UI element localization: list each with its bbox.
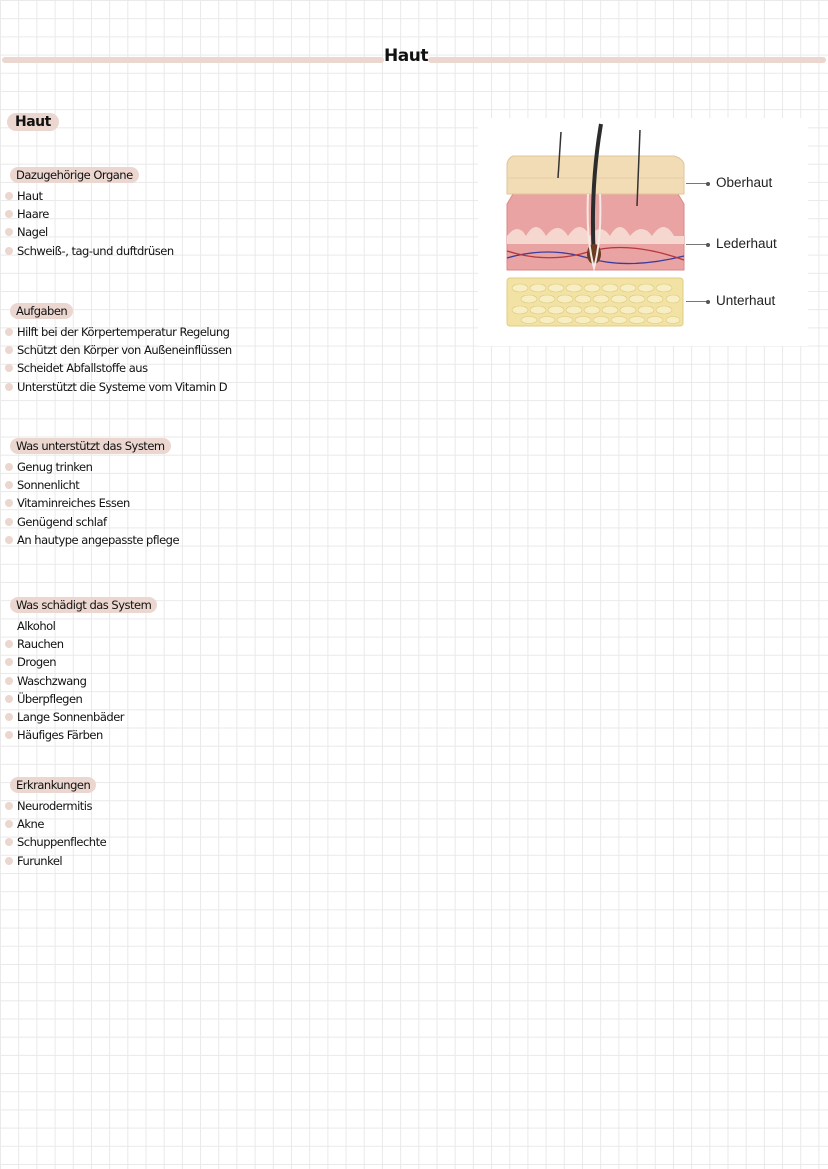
list-item: Furunkel xyxy=(0,852,106,870)
bullet-dot-icon xyxy=(5,192,13,200)
bullet-dot-icon xyxy=(5,328,13,336)
list-item: Nagel xyxy=(0,223,174,241)
label-hypodermis: Unterhaut xyxy=(716,293,776,308)
section-organs xyxy=(0,164,174,260)
list-item: Waschzwang xyxy=(0,672,157,690)
bullet-dot-icon xyxy=(5,640,13,648)
bullet-dot-icon xyxy=(5,463,13,471)
list-item: Schuppenflechte xyxy=(0,833,106,851)
bullet-dot-icon xyxy=(5,228,13,236)
skin-cross-section-illustration xyxy=(478,118,808,346)
skin-layers-figure xyxy=(478,118,808,346)
section-diseases xyxy=(0,774,106,870)
bullet-dot-icon xyxy=(5,499,13,507)
bullet-dot-icon xyxy=(5,346,13,354)
list-item: Haare xyxy=(0,205,174,223)
label-epidermis: Oberhaut xyxy=(716,175,773,190)
list-item: Überpflegen xyxy=(0,690,157,708)
title-divider-right xyxy=(428,57,826,63)
label-dot-icon xyxy=(706,182,710,186)
label-dot-icon xyxy=(706,243,710,247)
bullet-dot-icon xyxy=(5,536,13,544)
label-dermis: Lederhaut xyxy=(716,236,777,251)
bullet-dot-icon xyxy=(5,820,13,828)
section-heading: Dazugehörige Organe xyxy=(10,167,139,183)
section-tasks xyxy=(0,300,232,396)
bullet-dot-icon xyxy=(5,658,13,666)
list-item: Alkohol xyxy=(17,619,56,633)
list-item: Schweiß-, tag-und duftdrüsen xyxy=(0,242,174,260)
bullet-dot-icon xyxy=(5,677,13,685)
bullet-dot-icon xyxy=(5,518,13,526)
bullet-dot-icon xyxy=(5,247,13,255)
bullet-dot-icon xyxy=(5,802,13,810)
list-item: Schützt den Körper von Außeneinflüssen xyxy=(0,341,232,359)
bullet-dot-icon xyxy=(5,481,13,489)
list-item: Rauchen xyxy=(0,635,157,653)
list-item: Genügend schlaf xyxy=(0,513,179,531)
title-divider-left xyxy=(2,57,384,63)
list-item: Sonnenlicht xyxy=(0,476,179,494)
page-title: Haut xyxy=(384,46,428,66)
label-dot-icon xyxy=(706,300,710,304)
list-item: Häufiges Färben xyxy=(0,726,157,744)
list-item: Scheidet Abfallstoffe aus xyxy=(0,359,232,377)
bullet-dot-icon xyxy=(5,695,13,703)
main-topic-tag: Haut xyxy=(7,113,59,131)
bullet-dot-icon xyxy=(5,713,13,721)
list-item: Lange Sonnenbäder xyxy=(0,708,157,726)
bullet-dot-icon xyxy=(5,838,13,846)
list-item: Neurodermitis xyxy=(0,797,106,815)
bullet-dot-icon xyxy=(5,210,13,218)
bullet-dot-icon xyxy=(5,364,13,372)
list-item: Vitaminreiches Essen xyxy=(0,494,179,512)
list-item: Hilft bei der Körpertemperatur Regelung xyxy=(0,323,232,341)
section-harms xyxy=(0,594,157,744)
section-heading: Aufgaben xyxy=(10,303,73,319)
list-item: An hautype angepasste pflege xyxy=(0,531,179,549)
bullet-dot-icon xyxy=(5,383,13,391)
list-item: Genug trinken xyxy=(0,458,179,476)
bullet-dot-icon xyxy=(5,731,13,739)
list-item: Unterstützt die Systeme vom Vitamin D xyxy=(0,378,232,396)
page-title-bar xyxy=(0,46,828,72)
list-item: Haut xyxy=(0,187,174,205)
section-supports xyxy=(0,435,179,549)
list-item: Drogen xyxy=(0,653,157,671)
section-heading: Erkrankungen xyxy=(10,777,96,793)
list-item: Akne xyxy=(0,815,106,833)
section-heading: Was schädigt das System xyxy=(10,597,157,613)
section-heading: Was unterstützt das System xyxy=(10,438,171,454)
bullet-dot-icon xyxy=(5,857,13,865)
